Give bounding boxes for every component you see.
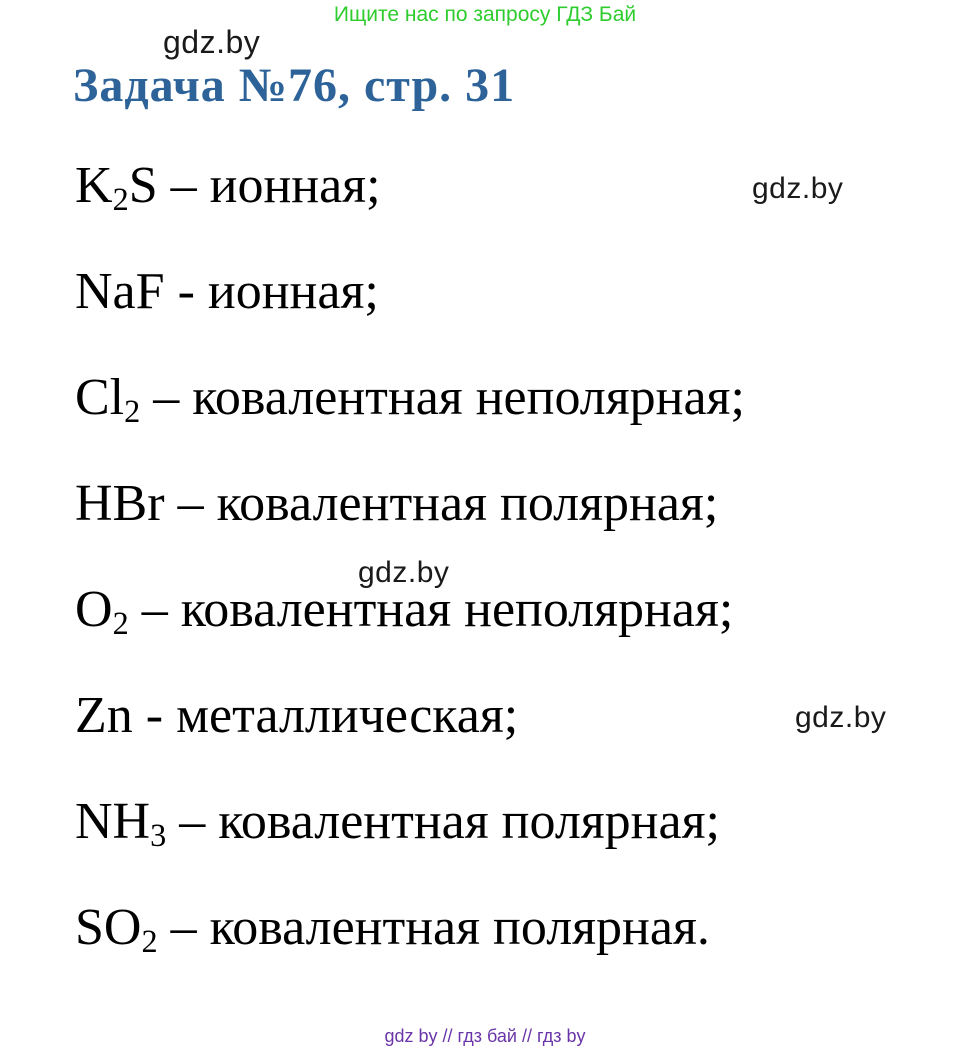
dash-separator: – (128, 581, 181, 638)
formula-subscript: 2 (124, 393, 141, 430)
gdz-watermark: gdz.by (795, 701, 887, 734)
bond-type-label: ковалентная полярная; (216, 475, 719, 532)
answer-line (75, 451, 935, 557)
chemical-formula: $O_2$ (75, 581, 129, 642)
dash-separator: - (132, 687, 177, 744)
bond-type-label: ковалентная полярная; (218, 793, 720, 850)
dash-separator: – (166, 793, 219, 850)
answer-line (75, 875, 935, 981)
page-title: Задача №76, стр. 31 (73, 59, 516, 112)
answer-line (75, 557, 935, 663)
answer-line (75, 133, 935, 239)
answer-line (75, 345, 935, 451)
formula-subscript: 2 (112, 605, 129, 642)
chemical-formula: $SO_2$ (75, 899, 158, 960)
bond-type-label: ковалентная неполярная; (180, 581, 734, 638)
formula-subscript: 2 (141, 923, 158, 960)
answer-list (75, 133, 935, 981)
bond-type-label: ковалентная полярная. (209, 899, 710, 956)
dash-separator: – (140, 369, 193, 426)
chemical-formula: Zn (75, 687, 133, 744)
chemical-formula: $NH_3$ (75, 793, 167, 854)
formula-subscript: 2 (112, 181, 129, 218)
chemical-formula: HBr (75, 475, 165, 532)
answer-line (75, 663, 935, 769)
gdz-watermark: gdz.by (358, 556, 450, 589)
promo-banner: Ищите нас по запросу ГДЗ Бай (333, 3, 637, 26)
dash-separator: – (164, 475, 217, 532)
bond-type-label: ионная; (207, 263, 379, 320)
footer-links: gdz by // гдз бай // гдз by (384, 1026, 586, 1046)
dash-separator: – (157, 157, 210, 214)
answer-line (75, 239, 935, 345)
gdz-watermark: gdz.by (163, 24, 261, 60)
chemical-formula: $Cl_2$ (75, 369, 141, 430)
dash-separator: – (157, 899, 210, 956)
bond-type-label: ковалентная неполярная; (192, 369, 745, 426)
formula-subscript: 3 (150, 817, 167, 854)
bond-type-label: ионная; (209, 157, 381, 214)
gdz-watermark: gdz.by (752, 172, 844, 205)
dash-separator: - (164, 263, 208, 320)
bond-type-label: металлическая; (176, 687, 519, 744)
answer-line (75, 769, 935, 875)
chemical-formula: $K_2S$ (75, 157, 158, 218)
chemical-formula: NaF (75, 263, 165, 320)
